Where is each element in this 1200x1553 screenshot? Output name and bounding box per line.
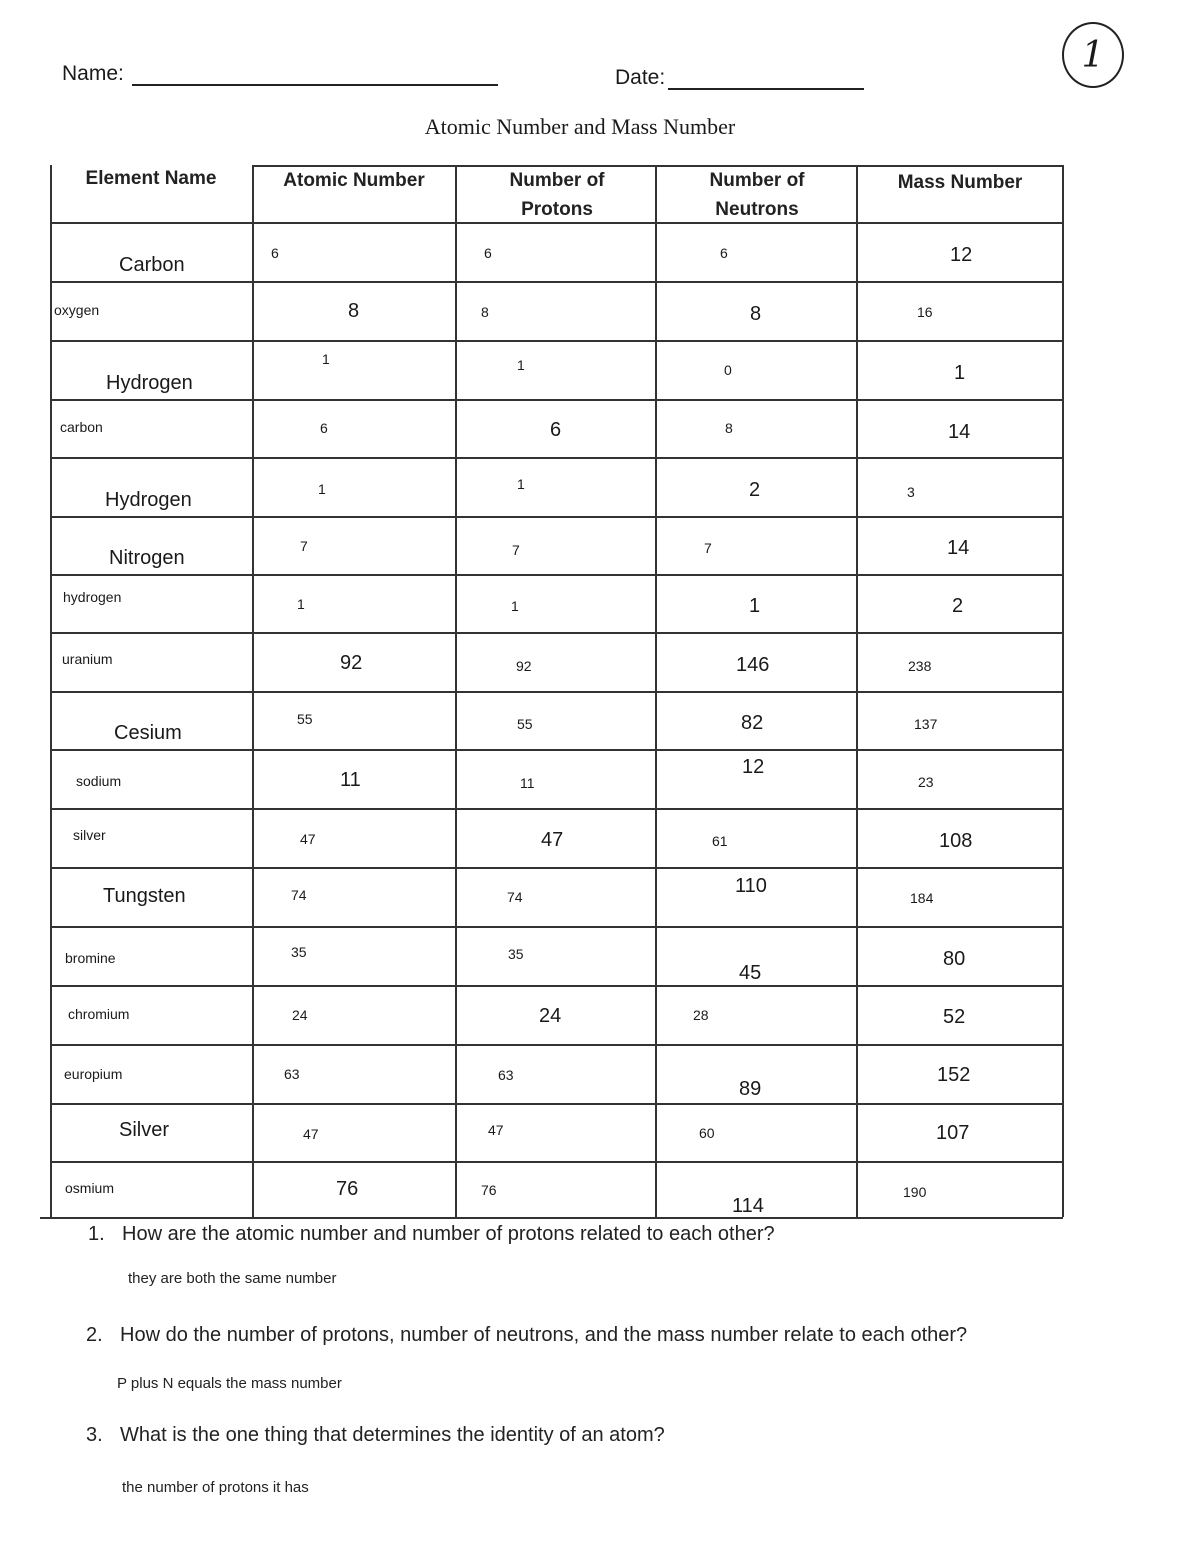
cell-mass: 2 xyxy=(952,595,964,617)
cell-mass: 14 xyxy=(948,421,971,443)
question-3 xyxy=(86,1424,665,1447)
table-row-divider xyxy=(50,574,1063,576)
cell-element: chromium xyxy=(68,1006,130,1022)
cell-neutrons: 89 xyxy=(739,1078,762,1100)
cell-atomic: 1 xyxy=(318,481,326,497)
cell-protons: 6 xyxy=(550,419,562,441)
header-element-name: Element Name xyxy=(85,168,217,189)
cell-mass: 23 xyxy=(918,774,934,790)
table-row-divider xyxy=(50,926,1063,928)
cell-neutrons: 60 xyxy=(699,1125,715,1141)
cell-protons: 55 xyxy=(517,716,533,732)
cell-protons: 76 xyxy=(481,1182,497,1198)
cell-atomic: 6 xyxy=(320,420,328,436)
answer-3: the number of protons it has xyxy=(122,1479,309,1496)
header-number-of-protons: Number of Protons xyxy=(509,170,605,220)
cell-neutrons: 61 xyxy=(712,833,728,849)
cell-neutrons: 8 xyxy=(750,303,762,325)
cell-element: Nitrogen xyxy=(109,547,185,569)
question-2 xyxy=(86,1324,967,1347)
cell-element: osmium xyxy=(65,1180,115,1196)
table-border-bottom xyxy=(40,1217,1063,1219)
question-text: How are the atomic number and number of protons related to each other? xyxy=(122,1223,775,1245)
table-row-divider xyxy=(50,340,1063,342)
cell-neutrons: 82 xyxy=(741,712,764,734)
cell-element: Carbon xyxy=(119,254,185,276)
cell-element: uranium xyxy=(62,651,113,667)
table-row-divider xyxy=(50,867,1063,869)
cell-element: carbon xyxy=(60,419,103,435)
cell-neutrons: 6 xyxy=(720,245,728,261)
cell-element: Cesium xyxy=(114,722,182,744)
cell-atomic: 47 xyxy=(303,1126,319,1142)
cell-element: hydrogen xyxy=(63,589,122,605)
cell-protons: 1 xyxy=(511,598,519,614)
cell-atomic: 8 xyxy=(348,300,360,322)
cell-neutrons: 110 xyxy=(735,875,767,897)
cell-mass: 108 xyxy=(939,830,973,852)
cell-mass: 12 xyxy=(950,244,973,266)
cell-atomic: 76 xyxy=(336,1178,359,1200)
cell-element: oxygen xyxy=(54,302,100,318)
cell-atomic: 24 xyxy=(292,1007,308,1023)
cell-atomic: 1 xyxy=(322,351,330,367)
cell-element: Tungsten xyxy=(103,885,186,907)
page-number: 1 xyxy=(1081,34,1105,76)
header-mass-number: Mass Number xyxy=(897,172,1023,193)
cell-mass: 137 xyxy=(914,716,938,732)
date-label: Date: xyxy=(615,66,666,89)
cell-neutrons: 0 xyxy=(724,362,732,378)
cell-neutrons: 45 xyxy=(739,962,762,984)
question-text: How do the number of protons, number of neutrons, and the mass number relate to each other? xyxy=(120,1324,968,1346)
table-row-divider xyxy=(50,457,1063,459)
cell-atomic: 7 xyxy=(300,538,308,554)
cell-neutrons: 12 xyxy=(742,756,765,778)
cell-atomic: 74 xyxy=(291,887,307,903)
table-row-divider xyxy=(50,399,1063,401)
cell-atomic: 47 xyxy=(300,831,316,847)
question-number: 1. xyxy=(88,1223,105,1245)
table-row-divider xyxy=(50,281,1063,283)
cell-neutrons: 8 xyxy=(725,420,733,436)
cell-mass: 52 xyxy=(943,1006,966,1028)
cell-atomic: 35 xyxy=(291,944,307,960)
cell-mass: 16 xyxy=(917,304,933,320)
cell-mass: 107 xyxy=(936,1122,970,1144)
cell-neutrons: 7 xyxy=(704,540,712,556)
cell-element: bromine xyxy=(65,950,116,966)
cell-protons: 92 xyxy=(516,658,532,674)
cell-atomic: 11 xyxy=(340,769,361,791)
table-row-divider xyxy=(50,985,1063,987)
table-row-divider xyxy=(50,1161,1063,1163)
table-row-divider xyxy=(50,516,1063,518)
question-text: What is the one thing that determines the identity of an atom? xyxy=(120,1424,665,1446)
cell-element: Hydrogen xyxy=(105,489,192,511)
cell-element: silver xyxy=(73,827,106,843)
cell-atomic: 6 xyxy=(271,245,279,261)
cell-neutrons: 28 xyxy=(693,1007,709,1023)
cell-mass: 184 xyxy=(910,890,934,906)
cell-mass: 3 xyxy=(907,484,915,500)
document-title: Atomic Number and Mass Number xyxy=(424,114,736,139)
cell-protons: 47 xyxy=(488,1122,504,1138)
cell-protons: 8 xyxy=(481,304,489,320)
cell-element: Hydrogen xyxy=(106,372,193,394)
answer-2: P plus N equals the mass number xyxy=(117,1375,342,1392)
table-row-divider xyxy=(50,1103,1063,1105)
cell-element: europium xyxy=(64,1066,123,1082)
cell-protons: 6 xyxy=(484,245,492,261)
cell-mass: 80 xyxy=(943,948,966,970)
cell-neutrons: 2 xyxy=(749,479,761,501)
table-row-divider xyxy=(50,691,1063,693)
table-row-divider xyxy=(50,1044,1063,1046)
question-1 xyxy=(88,1223,775,1246)
cell-protons: 1 xyxy=(517,476,525,492)
cell-atomic: 92 xyxy=(340,652,363,674)
cell-element: sodium xyxy=(76,773,122,789)
table-row-divider xyxy=(50,808,1063,810)
cell-neutrons: 1 xyxy=(749,595,761,617)
cell-protons: 7 xyxy=(512,542,520,558)
answer-1: they are both the same number xyxy=(128,1270,337,1287)
cell-mass: 152 xyxy=(937,1064,971,1086)
name-label: Name: xyxy=(62,62,124,85)
header-number-of-neutrons: Number of Neutrons xyxy=(709,170,805,220)
cell-element: Silver xyxy=(119,1119,170,1141)
cell-atomic: 55 xyxy=(297,711,313,727)
question-number: 2. xyxy=(86,1324,103,1346)
header-atomic-number: Atomic Number xyxy=(283,170,425,191)
cell-protons: 11 xyxy=(520,775,535,791)
cell-atomic: 1 xyxy=(297,596,305,612)
cell-protons: 63 xyxy=(498,1067,514,1083)
cell-atomic: 63 xyxy=(284,1066,300,1082)
cell-neutrons: 146 xyxy=(736,654,770,676)
cell-protons: 35 xyxy=(508,946,524,962)
table-row-divider xyxy=(50,632,1063,634)
cell-protons: 24 xyxy=(539,1005,562,1027)
cell-neutrons: 114 xyxy=(732,1195,764,1217)
cell-protons: 47 xyxy=(541,829,564,851)
cell-protons: 74 xyxy=(507,889,523,905)
cell-mass: 1 xyxy=(954,362,966,384)
cell-protons: 1 xyxy=(517,357,525,373)
cell-mass: 190 xyxy=(903,1184,927,1200)
table-row-divider xyxy=(50,749,1063,751)
question-number: 3. xyxy=(86,1424,103,1446)
cell-mass: 238 xyxy=(908,658,932,674)
cell-mass: 14 xyxy=(947,537,970,559)
